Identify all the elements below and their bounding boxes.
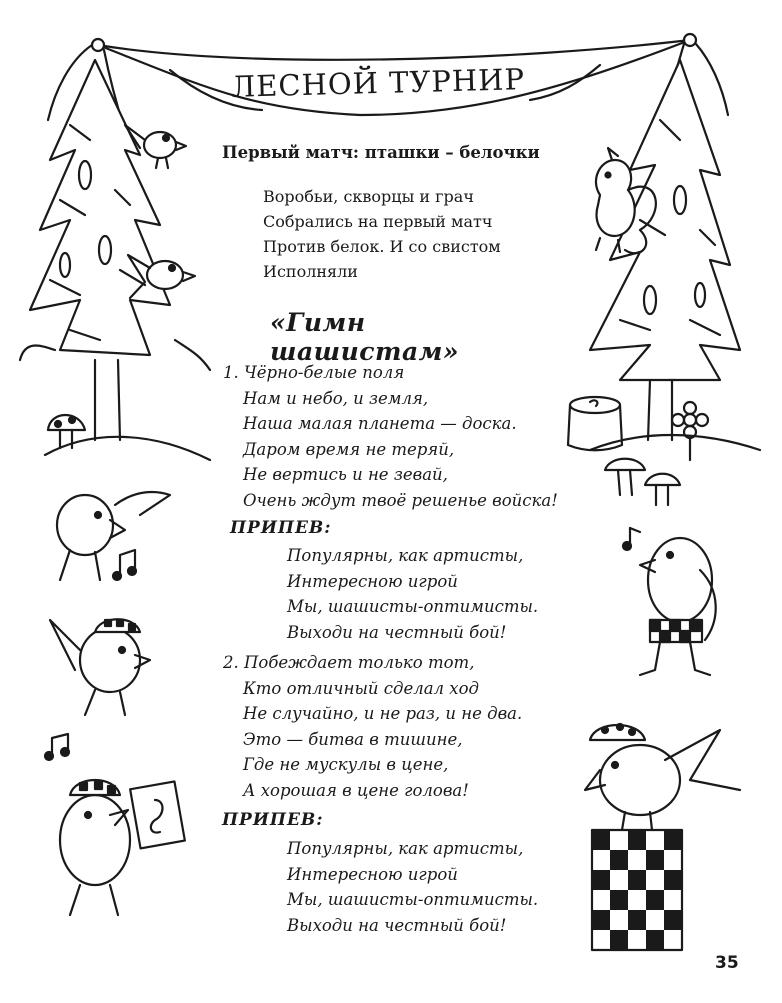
page-number: 35 bbox=[715, 953, 739, 973]
verse-line: Даром время не теряй, bbox=[243, 439, 455, 459]
flower-icon bbox=[672, 402, 708, 460]
pine-tree-icon bbox=[590, 60, 760, 450]
music-note-icon bbox=[623, 528, 640, 550]
chorus-2 bbox=[287, 836, 538, 938]
verse-line: Где не мускулы в цене, bbox=[243, 755, 449, 774]
verse-line: Кто отличный сделал ход bbox=[243, 678, 480, 698]
chorus-line: Популярны, как артисты, bbox=[287, 839, 524, 858]
music-note-icon bbox=[45, 734, 69, 760]
hymn-title: «Гимн шашистам» bbox=[270, 308, 460, 366]
bird-icon bbox=[640, 538, 716, 675]
verse-line: Это — битва в тишине, bbox=[243, 729, 463, 749]
chorus-line: Мы, шашисты-оптимисты. bbox=[287, 597, 539, 616]
intro-line: Против белок. И со свистом bbox=[263, 237, 501, 256]
chorus-label: ПРИПЕВ: bbox=[222, 810, 324, 830]
intro-line: Воробьи, скворцы и грач bbox=[263, 187, 474, 206]
mushroom-icon bbox=[48, 415, 85, 448]
verse-line: Наша малая планета — доска. bbox=[243, 414, 517, 433]
intro-line: Собрались на первый матч bbox=[263, 212, 493, 231]
verse-line: Побеждает только тот, bbox=[244, 653, 475, 672]
checkerboard-icon bbox=[592, 830, 682, 950]
bird-icon bbox=[60, 780, 185, 915]
verse-number: 1. bbox=[223, 363, 239, 382]
bird-icon bbox=[50, 619, 150, 715]
bird-icon bbox=[57, 492, 170, 580]
intro-line: Исполняли bbox=[263, 262, 358, 281]
verse-1 bbox=[223, 360, 558, 513]
mushroom-icon bbox=[605, 459, 680, 505]
music-note-icon bbox=[113, 550, 136, 580]
chorus-line: Интересною игрой bbox=[287, 571, 458, 591]
chorus-line: Выходи на честный бой! bbox=[287, 622, 507, 642]
chorus-line: Выходи на честный бой! bbox=[287, 915, 507, 935]
verse-line: Нам и небо, и земля, bbox=[243, 388, 429, 408]
verse-2 bbox=[223, 650, 523, 803]
verse-line: Чёрно-белые поля bbox=[244, 363, 405, 382]
chorus-label: ПРИПЕВ: bbox=[230, 518, 332, 538]
bird-icon bbox=[585, 724, 740, 830]
verse-number: 2. bbox=[223, 653, 239, 672]
match-subtitle: Первый матч: пташки – белочки bbox=[222, 143, 540, 162]
page-title: ЛЕСНОЙ ТУРНИР bbox=[230, 62, 526, 104]
verse-line: Очень ждут твоё решенье войска! bbox=[243, 490, 558, 510]
verse-line: Не вертись и не зевай, bbox=[243, 465, 448, 484]
chorus-line: Мы, шашисты-оптимисты. bbox=[287, 890, 539, 909]
intro-stanza bbox=[263, 184, 501, 284]
verse-line: А хорошая в цене голова! bbox=[243, 780, 469, 800]
chorus-line: Интересною игрой bbox=[287, 864, 458, 884]
verse-line: Не случайно, и не раз, и не два. bbox=[243, 704, 523, 723]
chorus-line: Популярны, как артисты, bbox=[287, 546, 524, 565]
chorus-1 bbox=[287, 543, 538, 645]
